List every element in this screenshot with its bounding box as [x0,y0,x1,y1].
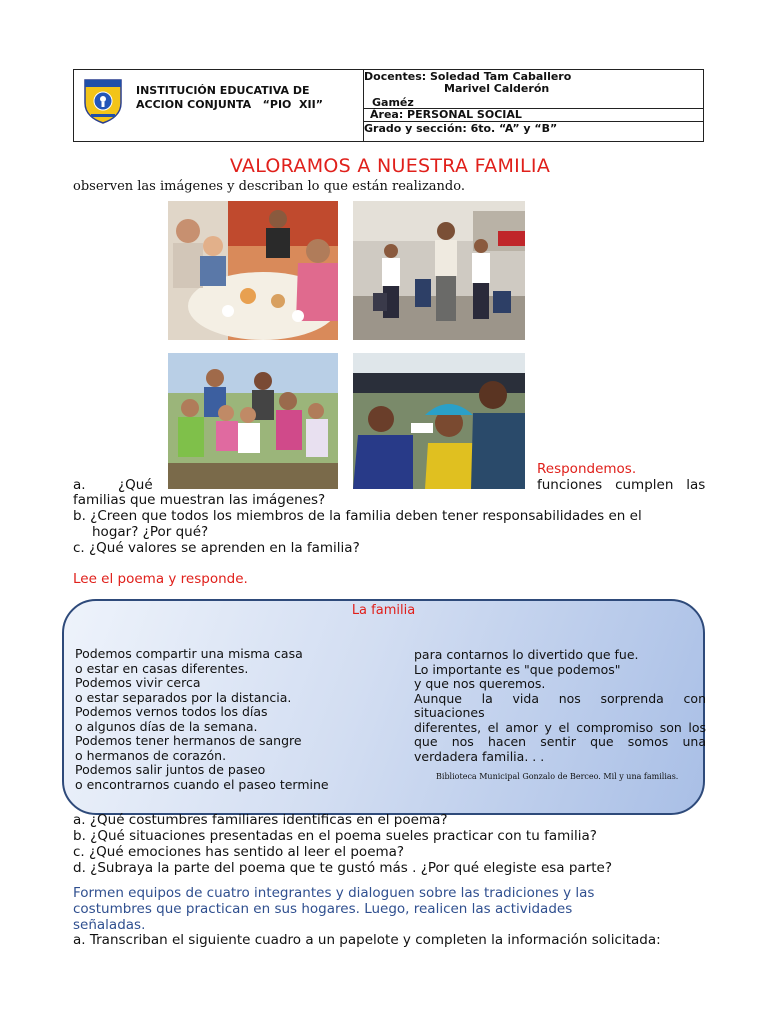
family-meal-photo [168,201,338,340]
poem-line: Podemos tener hermanos de sangre [75,733,302,748]
school-name [136,84,323,112]
teachers-line3: Gaméz [372,96,414,109]
poem-left-column [75,647,329,792]
poem-line: o hermanos de corazón. [75,747,227,763]
header-info-cell [364,70,703,141]
question-b-line2: hogar? ¿Por qué? [92,524,209,540]
poem-line: situaciones [414,705,485,720]
poem-line: verdadera familia. . . [414,748,545,764]
poem-line: o estar en casas diferentes. [75,660,249,676]
teachers-line1: Docentes: Soledad Tam Caballero [364,70,572,83]
header-school-cell [74,70,364,141]
poem-line: Podemos vernos todos los días [75,704,268,719]
school-name-line2: ACCION CONJUNTA “PIO XII” [136,98,323,111]
father-sons-walking-photo [353,201,525,340]
poem-line: Podemos vivir cerca [75,675,201,690]
question-c: c. ¿Qué valores se aprenden en la familia? [73,540,360,556]
poem-line: o encontrarnos cuando el paseo termine [75,776,329,792]
poem-question-c: c. ¿Qué emociones has sentido al leer el poema? [73,844,405,860]
poem-line: para contarnos lo divertido que fue. [414,647,639,662]
poem-line: o algunos días de la semana. [75,718,258,734]
poem-question-b: b. ¿Qué situaciones presentadas en el poema sueles practicar con tu familia? [73,828,597,844]
area-line: Área: PERSONAL SOCIAL [370,108,522,121]
poem-citation: Biblioteca Municipal Gonzalo de Berceo. Mil y una familias. [436,772,679,781]
question-a-que: ¿Qué [118,477,153,493]
teachers-line2: Marivel Calderón [444,82,550,95]
poem-line: Podemos salir juntos de paseo [75,762,266,777]
final-instruction: a. Transcriban el siguiente cuadro a un papelote y completen la información solicitada: [73,932,661,948]
respond-heading: Respondemos. [537,461,637,477]
family-group-photo [168,353,338,489]
question-a-end: funciones cumplen las [537,477,706,493]
poem-question-d: d. ¿Subraya la parte del poema que te gustó más . ¿Por qué elegiste esa parte? [73,860,613,876]
question-b-line1: b. ¿Creen que todos los miembros de la familia deben tener responsabilidades en el [73,508,642,524]
poem-line: y que nos queremos. [414,676,546,691]
poem-line: o estar separados por la distancia. [75,689,292,705]
poem-question-a: a. ¿Qué costumbres familiares identificas en el poema? [73,812,448,828]
poem-line: que nos hacen sentir que somos una [414,734,706,749]
child-care-photo [353,353,525,489]
poem-heading: Lee el poema y responde. [73,571,248,587]
school-name-line1: INSTITUCIÓN EDUCATIVA DE [136,84,310,97]
team-instruction: Formen equipos de cuatro integrantes y dialoguen sobre las tradiciones y las costumbres que practican en sus hogares. Luego, realicen las actividades señaladas. [73,885,595,933]
grade-line: Grado y sección: 6to. “A” y “B” [364,122,558,135]
poem-line: Aunque la vida nos sorprenda con [414,690,706,706]
school-shield-icon [83,77,123,124]
poem-line: diferentes, el amor y el compromiso son los [414,719,706,735]
poem-line: Podemos compartir una misma casa [75,646,303,661]
header-table [73,69,704,142]
image-instruction: observen las imágenes y describan lo que están realizando. [73,179,465,194]
page-title: VALORAMOS A NUESTRA FAMILIA [229,155,551,177]
poem-box [62,599,705,815]
question-a-prefix: a. [73,477,86,493]
poem-title: La familia [351,603,416,618]
poem-right-column [414,648,706,764]
question-a-line2: familias que muestran las imágenes? [73,492,326,508]
poem-line: Lo importante es "que podemos" [414,661,621,677]
